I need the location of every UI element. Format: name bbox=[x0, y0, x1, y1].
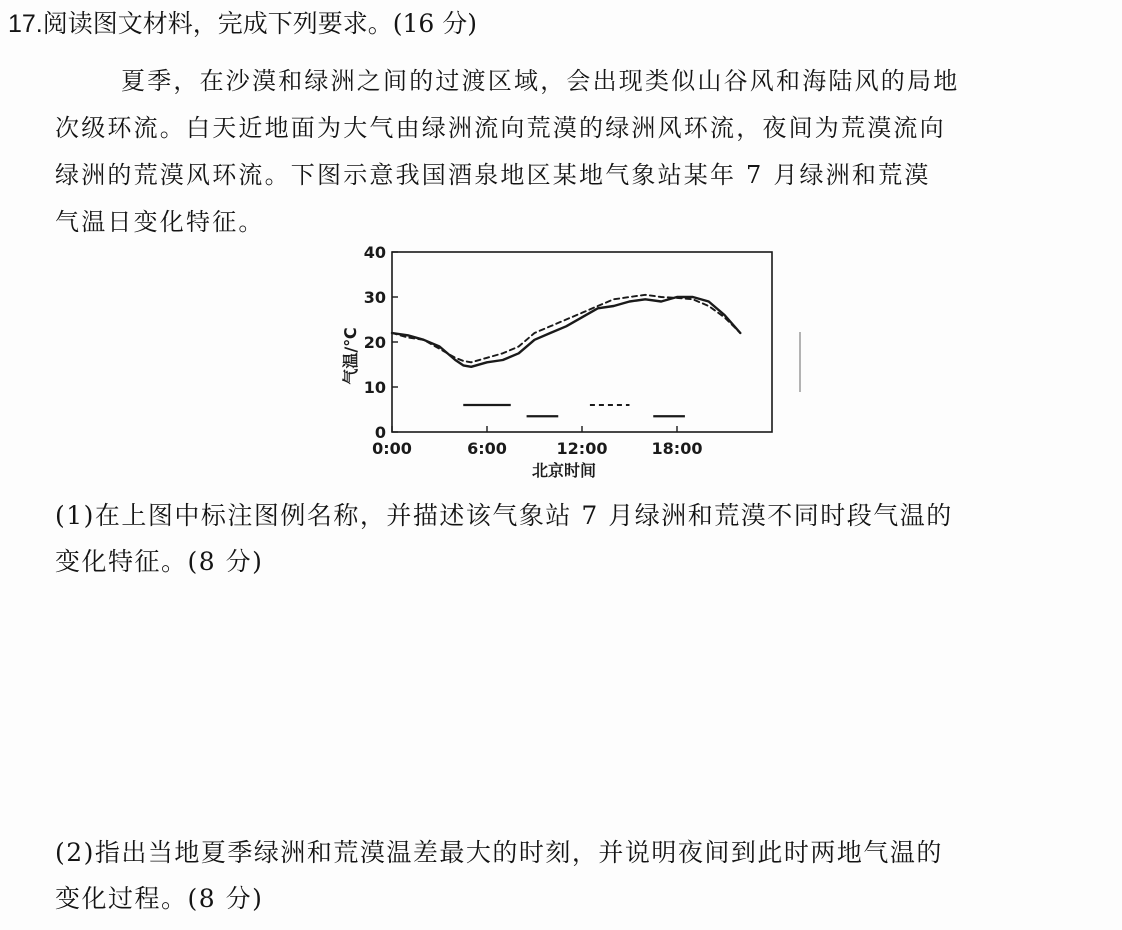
question-title bbox=[8, 6, 477, 42]
x-axis-label: 北京时间 bbox=[531, 461, 597, 480]
passage-line-2: 次级环流。白天近地面为大气由绿洲流向荒漠的绿洲风环流，夜间为荒漠流向 bbox=[55, 114, 946, 142]
x-tick-label: 12:00 bbox=[556, 439, 608, 458]
y-tick-label: 40 bbox=[363, 243, 386, 262]
question-title-text: 阅读图文材料，完成下列要求。(16 分) bbox=[42, 9, 478, 38]
y-axis-label: 气温/℃ bbox=[341, 327, 360, 385]
subquestion-1-line-2: 变化特征。(8 分) bbox=[55, 547, 264, 576]
temperature-chart bbox=[330, 240, 810, 490]
passage bbox=[55, 58, 1095, 246]
subquestion-2-line-1: (2)指出当地夏季绿洲和荒漠温差最大的时刻，并说明夜间到此时两地气温的 bbox=[55, 838, 943, 867]
plot-frame bbox=[392, 252, 772, 432]
y-tick-label: 20 bbox=[363, 333, 386, 352]
x-tick-label: 0:00 bbox=[372, 439, 412, 458]
subquestion-1 bbox=[55, 493, 1105, 585]
passage-line-4: 气温日变化特征。 bbox=[55, 208, 265, 236]
dashed-temperature-line bbox=[392, 295, 740, 363]
solid-temperature-line bbox=[392, 297, 740, 367]
subquestion-2 bbox=[55, 830, 1105, 922]
passage-line-1: 夏季，在沙漠和绿洲之间的过渡区域，会出现类似山谷风和海陆风的局地 bbox=[121, 67, 960, 95]
y-tick-label: 10 bbox=[363, 378, 386, 397]
x-tick-label: 18:00 bbox=[651, 439, 703, 458]
x-tick-label: 6:00 bbox=[467, 439, 507, 458]
y-tick-label: 30 bbox=[363, 288, 386, 307]
y-tick-label: 0 bbox=[374, 423, 386, 442]
passage-line-3: 绿洲的荒漠风环流。下图示意我国酒泉地区某地气象站某年 7 月绿洲和荒漠 bbox=[55, 161, 931, 189]
subquestion-2-line-2: 变化过程。(8 分) bbox=[55, 884, 264, 913]
question-number: 17. bbox=[8, 10, 43, 38]
subquestion-1-line-1: (1)在上图中标注图例名称，并描述该气象站 7 月绿洲和荒漠不同时段气温的 bbox=[55, 501, 953, 530]
chart-svg bbox=[330, 240, 810, 490]
